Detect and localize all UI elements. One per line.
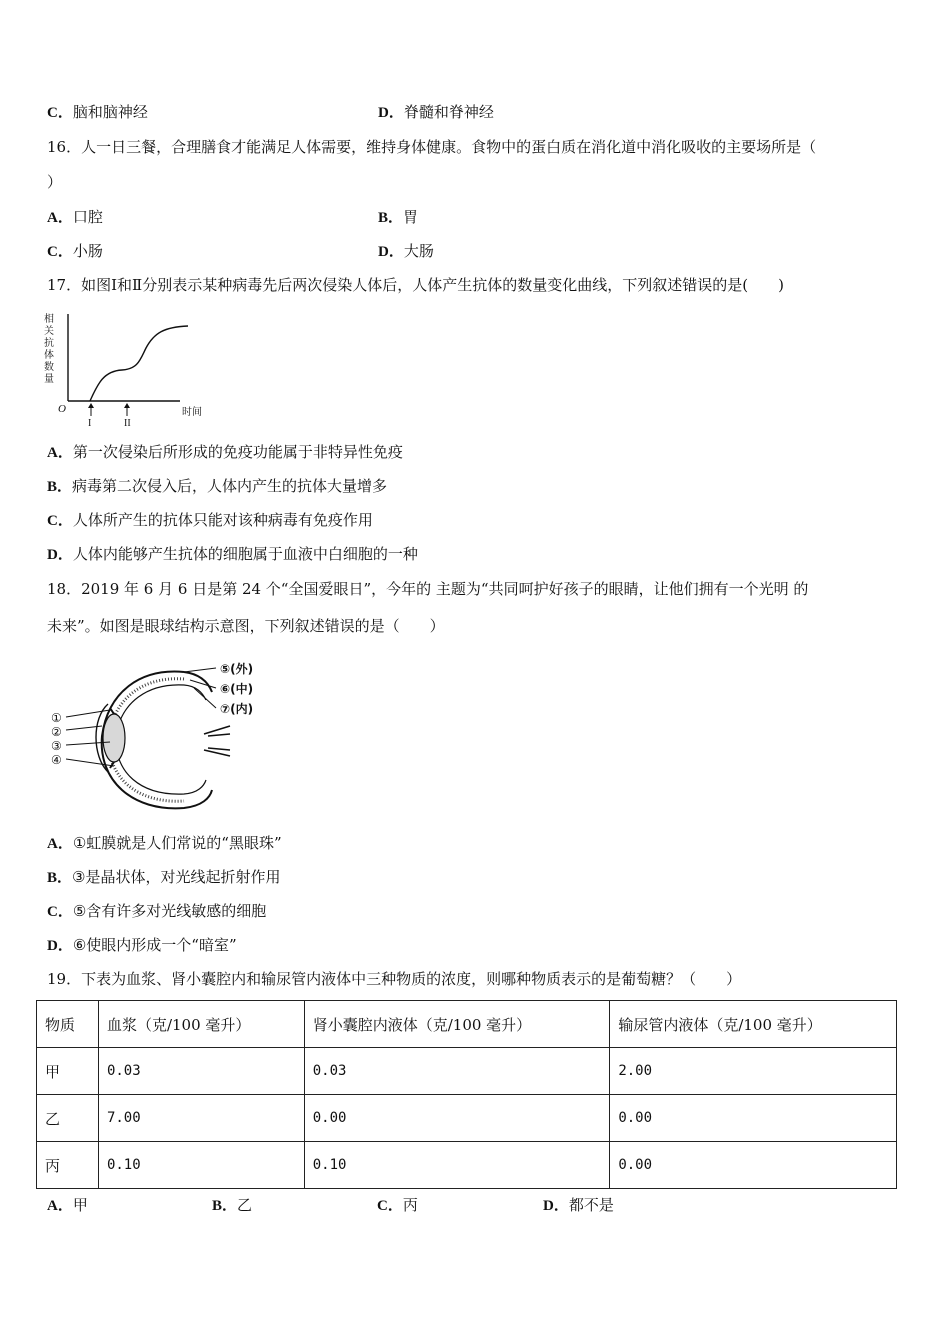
- option-text: 脊髓和脊神经: [403, 103, 494, 121]
- q17-option-c[interactable]: [47, 510, 373, 531]
- option-text: 大肠: [403, 242, 434, 260]
- option-text: 人体内能够产生抗体的细胞属于血液中白细胞的一种: [72, 545, 418, 563]
- option-key: A．: [47, 210, 73, 226]
- q18-option-c[interactable]: [47, 901, 266, 922]
- option-text: 都不是: [568, 1196, 614, 1214]
- q16-option-a[interactable]: [47, 207, 103, 228]
- leader-6: [190, 680, 216, 688]
- table-cell: 0.03: [304, 1048, 610, 1095]
- q19-option-a[interactable]: [47, 1195, 88, 1216]
- iris-top: [110, 708, 114, 714]
- arrow-2-head: [124, 403, 130, 408]
- leader-7: [194, 688, 216, 708]
- option-key: D．: [543, 1198, 569, 1214]
- mark-1-label: I: [88, 418, 92, 429]
- option-key: B．: [47, 870, 73, 886]
- option-key: C．: [47, 904, 73, 920]
- option-text: 脑和脑神经: [72, 103, 148, 121]
- table-cell: 2.00: [610, 1048, 897, 1095]
- q18-option-d[interactable]: [47, 935, 237, 956]
- option-text: 丙: [402, 1196, 418, 1214]
- table-cell: 0.10: [304, 1142, 610, 1189]
- table-header-cell: 物质: [37, 1001, 99, 1048]
- label-3: ③: [51, 739, 62, 753]
- origin-label: O: [58, 403, 66, 415]
- option-key: B．: [212, 1198, 238, 1214]
- q19-option-d[interactable]: [543, 1195, 614, 1216]
- eyeball-structure-figure: [44, 652, 274, 824]
- ylabel-char: 体: [44, 350, 54, 361]
- option-key: D．: [47, 547, 73, 563]
- option-text: ⑥使眼内形成一个“暗室”: [72, 936, 237, 954]
- ylabel-char: 抗: [44, 338, 54, 349]
- q15-option-d[interactable]: [378, 102, 494, 123]
- q18-stem-line1: 18．2019 年 6 月 6 日是第 24 个“全国爱眼日”，今年的 主题为“共同呵护好孩子的眼睛，让他们拥有一个光明 的: [47, 580, 809, 598]
- label-1: ①: [51, 711, 62, 725]
- option-text: ⑤含有许多对光线敏感的细胞: [72, 902, 267, 920]
- optic-nerve: [204, 726, 230, 756]
- q19-option-b[interactable]: [212, 1195, 252, 1216]
- option-text: 第一次侵染后所形成的免疫功能属于非特异性免疫: [72, 443, 403, 461]
- mark-2-label: II: [124, 418, 131, 429]
- ylabel-char: 数: [44, 362, 54, 373]
- q18-option-a[interactable]: [47, 833, 282, 854]
- option-text: ③是晶状体，对光线起折射作用: [72, 868, 281, 886]
- q17-option-b[interactable]: [47, 476, 387, 497]
- q18-option-b[interactable]: [47, 867, 280, 888]
- option-key: C．: [377, 1198, 403, 1214]
- table-cell: 7.00: [98, 1095, 304, 1142]
- option-text: 人体所产生的抗体只能对该种病毒有免疫作用: [72, 511, 373, 529]
- table-cell: 0.00: [610, 1095, 897, 1142]
- q19-stem: 19．下表为血浆、肾小囊腔内和输尿管内液体中三种物质的浓度，则哪种物质表示的是葡萄糖？（ ）: [47, 970, 742, 988]
- option-key: C．: [47, 105, 73, 121]
- q17-stem: 17．如图Ⅰ和Ⅱ分别表示某种病毒先后两次侵染人体后，人体产生抗体的数量变化曲线，下列叙述错误的是( ): [47, 276, 784, 294]
- option-key: A．: [47, 445, 73, 461]
- option-key: C．: [47, 513, 73, 529]
- q16-stem-line2: ）: [47, 173, 63, 191]
- leader-4: [66, 759, 114, 766]
- q15-option-c[interactable]: [47, 102, 148, 123]
- label-7: ⑦(内): [220, 702, 254, 716]
- table-cell: 丙: [37, 1142, 99, 1189]
- option-text: 甲: [72, 1196, 88, 1214]
- option-key: D．: [378, 244, 404, 260]
- arrow-1-head: [88, 403, 94, 408]
- ylabel-char: 关: [44, 326, 54, 337]
- label-4: ④: [51, 753, 62, 767]
- option-key: D．: [47, 938, 73, 954]
- concentration-table: [36, 1000, 897, 1189]
- option-key: B．: [378, 210, 404, 226]
- table-header-cell: 肾小囊腔内液体（克/100 毫升）: [304, 1001, 610, 1048]
- option-text: 口腔: [72, 208, 103, 226]
- table-cell: 0.00: [610, 1142, 897, 1189]
- retina-layer: [116, 685, 206, 794]
- q17-option-a[interactable]: [47, 442, 403, 463]
- option-text: 胃: [403, 208, 419, 226]
- table-header-cell: 血浆（克/100 毫升）: [98, 1001, 304, 1048]
- option-text: 乙: [237, 1196, 253, 1214]
- option-key: B．: [47, 479, 73, 495]
- table-cell: 甲: [37, 1048, 99, 1095]
- q17-option-d[interactable]: [47, 544, 418, 565]
- q16-option-d[interactable]: [378, 241, 434, 262]
- table-row: [37, 1048, 897, 1095]
- table-row: [37, 1095, 897, 1142]
- option-key: A．: [47, 1198, 73, 1214]
- q16-option-c[interactable]: [47, 241, 103, 262]
- label-2: ②: [51, 725, 62, 739]
- table-cell: 0.10: [98, 1142, 304, 1189]
- leader-5: [184, 668, 216, 672]
- ylabel-char: 相: [44, 314, 54, 325]
- lens: [103, 714, 125, 762]
- option-text: ①虹膜就是人们常说的“黑眼珠”: [72, 834, 282, 852]
- leader-1: [66, 710, 110, 717]
- retina-layer-top: [184, 685, 206, 700]
- q16-stem-line1: 16．人一日三餐，合理膳食才能满足人体需要，维持身体健康。食物中的蛋白质在消化道中消化吸收的主要场所是（: [47, 138, 817, 156]
- table-cell: 乙: [37, 1095, 99, 1142]
- q16-option-b[interactable]: [378, 207, 418, 228]
- q18-stem-line2: 未来”。如图是眼球结构示意图，下列叙述错误的是（ ）: [47, 617, 445, 635]
- label-6: ⑥(中): [220, 682, 254, 696]
- option-text: 小肠: [72, 242, 103, 260]
- option-key: D．: [378, 105, 404, 121]
- q19-option-c[interactable]: [377, 1195, 418, 1216]
- label-5: ⑤(外): [220, 662, 254, 676]
- table-header-cell: 输尿管内液体（克/100 毫升）: [610, 1001, 897, 1048]
- ylabel-char: 量: [44, 374, 54, 385]
- table-cell: 0.00: [304, 1095, 610, 1142]
- antibody-curve: [90, 326, 188, 401]
- option-key: A．: [47, 836, 73, 852]
- table-cell: 0.03: [98, 1048, 304, 1095]
- table-row: [37, 1142, 897, 1189]
- antibody-curve-figure: [40, 308, 220, 433]
- xlabel: 时间: [182, 407, 202, 418]
- option-text: 病毒第二次侵入后，人体内产生的抗体大量增多: [72, 477, 388, 495]
- option-key: C．: [47, 244, 73, 260]
- table-header-row: [37, 1001, 897, 1048]
